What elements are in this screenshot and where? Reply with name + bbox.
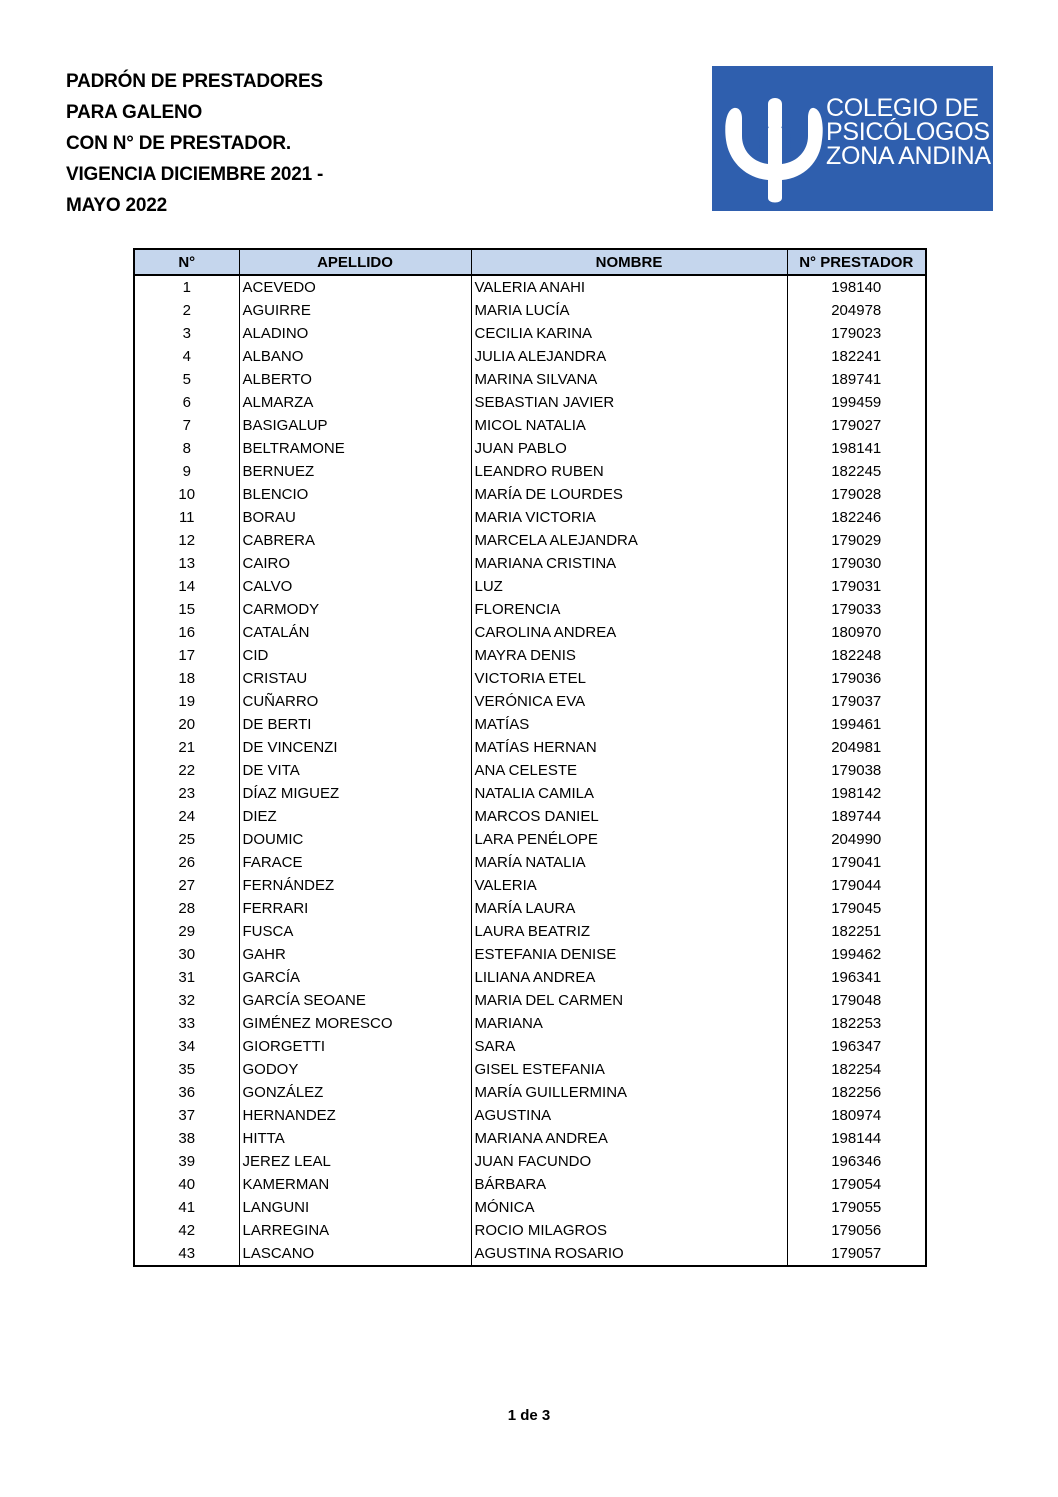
cell-number: 32 xyxy=(134,989,239,1012)
table-row xyxy=(134,1173,926,1196)
cell-apellido: CALVO xyxy=(239,575,471,598)
cell-apellido: LASCANO xyxy=(239,1242,471,1266)
cell-number: 1 xyxy=(134,275,239,299)
cell-apellido: DÍAZ MIGUEZ xyxy=(239,782,471,805)
cell-nombre: MARINA SILVANA xyxy=(471,368,787,391)
cell-number: 40 xyxy=(134,1173,239,1196)
cell-nombre: ROCIO MILAGROS xyxy=(471,1219,787,1242)
cell-prestador: 179028 xyxy=(787,483,926,506)
cell-prestador: 179023 xyxy=(787,322,926,345)
cell-number: 34 xyxy=(134,1035,239,1058)
cell-number: 22 xyxy=(134,759,239,782)
cell-prestador: 179044 xyxy=(787,874,926,897)
cell-apellido: FARACE xyxy=(239,851,471,874)
cell-prestador: 180974 xyxy=(787,1104,926,1127)
cell-number: 42 xyxy=(134,1219,239,1242)
cell-nombre: CAROLINA ANDREA xyxy=(471,621,787,644)
table-row xyxy=(134,345,926,368)
document-title xyxy=(66,66,323,221)
cell-nombre: MARIANA CRISTINA xyxy=(471,552,787,575)
cell-prestador: 199462 xyxy=(787,943,926,966)
cell-nombre: AGUSTINA xyxy=(471,1104,787,1127)
cell-apellido: AGUIRRE xyxy=(239,299,471,322)
cell-apellido: ACEVEDO xyxy=(239,275,471,299)
table-row xyxy=(134,736,926,759)
cell-apellido: ALMARZA xyxy=(239,391,471,414)
table-row xyxy=(134,966,926,989)
cell-apellido: BERNUEZ xyxy=(239,460,471,483)
cell-apellido: BLENCIO xyxy=(239,483,471,506)
cell-nombre: MATÍAS HERNAN xyxy=(471,736,787,759)
cell-nombre: VICTORIA ETEL xyxy=(471,667,787,690)
cell-prestador: 179033 xyxy=(787,598,926,621)
cell-nombre: LARA PENÉLOPE xyxy=(471,828,787,851)
cell-number: 33 xyxy=(134,1012,239,1035)
cell-nombre: AGUSTINA ROSARIO xyxy=(471,1242,787,1266)
cell-apellido: LANGUNI xyxy=(239,1196,471,1219)
title-line: PARA GALENO xyxy=(66,102,203,123)
cell-prestador: 182248 xyxy=(787,644,926,667)
table-row xyxy=(134,437,926,460)
cell-number: 24 xyxy=(134,805,239,828)
cell-number: 16 xyxy=(134,621,239,644)
cell-apellido: DE BERTI xyxy=(239,713,471,736)
cell-apellido: FERNÁNDEZ xyxy=(239,874,471,897)
cell-prestador: 196341 xyxy=(787,966,926,989)
cell-nombre: MARCOS DANIEL xyxy=(471,805,787,828)
cell-apellido: HITTA xyxy=(239,1127,471,1150)
cell-nombre: JULIA ALEJANDRA xyxy=(471,345,787,368)
table-row xyxy=(134,275,926,299)
cell-number: 29 xyxy=(134,920,239,943)
cell-apellido: DE VITA xyxy=(239,759,471,782)
cell-prestador: 198141 xyxy=(787,437,926,460)
cell-apellido: FUSCA xyxy=(239,920,471,943)
header-prestador: N° PRESTADOR xyxy=(787,249,926,275)
cell-apellido: GAHR xyxy=(239,943,471,966)
cell-apellido: GARCÍA SEOANE xyxy=(239,989,471,1012)
cell-number: 11 xyxy=(134,506,239,529)
cell-apellido: LARREGINA xyxy=(239,1219,471,1242)
cell-apellido: ALBANO xyxy=(239,345,471,368)
cell-nombre: MICOL NATALIA xyxy=(471,414,787,437)
cell-apellido: CARMODY xyxy=(239,598,471,621)
cell-apellido: GONZÁLEZ xyxy=(239,1081,471,1104)
cell-apellido: ALADINO xyxy=(239,322,471,345)
header-apellido: APELLIDO xyxy=(239,249,471,275)
cell-prestador: 182241 xyxy=(787,345,926,368)
table-header-row xyxy=(134,249,926,275)
table-row xyxy=(134,897,926,920)
cell-nombre: GISEL ESTEFANIA xyxy=(471,1058,787,1081)
cell-number: 6 xyxy=(134,391,239,414)
cell-number: 13 xyxy=(134,552,239,575)
cell-nombre: CECILIA KARINA xyxy=(471,322,787,345)
cell-number: 7 xyxy=(134,414,239,437)
cell-prestador: 182245 xyxy=(787,460,926,483)
table-row xyxy=(134,874,926,897)
cell-number: 2 xyxy=(134,299,239,322)
cell-nombre: MARÍA GUILLERMINA xyxy=(471,1081,787,1104)
table-row xyxy=(134,1104,926,1127)
cell-nombre: MARIA LUCÍA xyxy=(471,299,787,322)
colegio-logo xyxy=(712,66,993,211)
cell-nombre: BÁRBARA xyxy=(471,1173,787,1196)
table-row xyxy=(134,1219,926,1242)
cell-nombre: LUZ xyxy=(471,575,787,598)
logo-text xyxy=(826,96,991,168)
header-nombre: NOMBRE xyxy=(471,249,787,275)
cell-number: 30 xyxy=(134,943,239,966)
table-row xyxy=(134,1196,926,1219)
cell-number: 14 xyxy=(134,575,239,598)
cell-number: 23 xyxy=(134,782,239,805)
cell-number: 25 xyxy=(134,828,239,851)
cell-prestador: 179029 xyxy=(787,529,926,552)
cell-apellido: CABRERA xyxy=(239,529,471,552)
cell-prestador: 179055 xyxy=(787,1196,926,1219)
cell-prestador: 179054 xyxy=(787,1173,926,1196)
table-row xyxy=(134,759,926,782)
logo-line: COLEGIO DE xyxy=(826,94,979,122)
cell-nombre: FLORENCIA xyxy=(471,598,787,621)
cell-prestador: 204978 xyxy=(787,299,926,322)
cell-apellido: GODOY xyxy=(239,1058,471,1081)
table-row xyxy=(134,782,926,805)
cell-apellido: CAIRO xyxy=(239,552,471,575)
cell-nombre: SEBASTIAN JAVIER xyxy=(471,391,787,414)
cell-nombre: MARIA DEL CARMEN xyxy=(471,989,787,1012)
cell-prestador: 196347 xyxy=(787,1035,926,1058)
table-body xyxy=(134,275,926,1266)
cell-nombre: MARIA VICTORIA xyxy=(471,506,787,529)
cell-prestador: 179041 xyxy=(787,851,926,874)
table-row xyxy=(134,713,926,736)
cell-apellido: CUÑARRO xyxy=(239,690,471,713)
cell-prestador: 182246 xyxy=(787,506,926,529)
table-row xyxy=(134,1150,926,1173)
table-row xyxy=(134,322,926,345)
cell-prestador: 198140 xyxy=(787,275,926,299)
cell-number: 10 xyxy=(134,483,239,506)
table-row xyxy=(134,368,926,391)
cell-nombre: VERÓNICA EVA xyxy=(471,690,787,713)
cell-number: 27 xyxy=(134,874,239,897)
header-number: N° xyxy=(134,249,239,275)
cell-apellido: CID xyxy=(239,644,471,667)
cell-prestador: 179036 xyxy=(787,667,926,690)
cell-number: 12 xyxy=(134,529,239,552)
cell-number: 26 xyxy=(134,851,239,874)
title-line: VIGENCIA DICIEMBRE 2021 - xyxy=(66,164,324,185)
table-row xyxy=(134,1242,926,1266)
table-row xyxy=(134,690,926,713)
cell-prestador: 182253 xyxy=(787,1012,926,1035)
cell-nombre: MAYRA DENIS xyxy=(471,644,787,667)
cell-number: 35 xyxy=(134,1058,239,1081)
table-row xyxy=(134,667,926,690)
cell-number: 3 xyxy=(134,322,239,345)
cell-nombre: MATÍAS xyxy=(471,713,787,736)
cell-nombre: JUAN PABLO xyxy=(471,437,787,460)
cell-number: 31 xyxy=(134,966,239,989)
cell-apellido: DE VINCENZI xyxy=(239,736,471,759)
table-row xyxy=(134,414,926,437)
cell-number: 9 xyxy=(134,460,239,483)
table-row xyxy=(134,483,926,506)
cell-prestador: 199461 xyxy=(787,713,926,736)
table-row xyxy=(134,299,926,322)
table-row xyxy=(134,920,926,943)
cell-apellido: KAMERMAN xyxy=(239,1173,471,1196)
table-row xyxy=(134,828,926,851)
table-row xyxy=(134,460,926,483)
table-row xyxy=(134,506,926,529)
cell-nombre: MÓNICA xyxy=(471,1196,787,1219)
table-row xyxy=(134,1012,926,1035)
title-line: MAYO 2022 xyxy=(66,195,168,216)
cell-prestador: 196346 xyxy=(787,1150,926,1173)
table-row xyxy=(134,391,926,414)
cell-prestador: 182254 xyxy=(787,1058,926,1081)
cell-nombre: VALERIA ANAHI xyxy=(471,275,787,299)
cell-number: 17 xyxy=(134,644,239,667)
cell-prestador: 179048 xyxy=(787,989,926,1012)
cell-apellido: JEREZ LEAL xyxy=(239,1150,471,1173)
cell-number: 39 xyxy=(134,1150,239,1173)
cell-number: 36 xyxy=(134,1081,239,1104)
cell-prestador: 179027 xyxy=(787,414,926,437)
cell-nombre: NATALIA CAMILA xyxy=(471,782,787,805)
cell-nombre: LAURA BEATRIZ xyxy=(471,920,787,943)
table-row xyxy=(134,644,926,667)
cell-apellido: FERRARI xyxy=(239,897,471,920)
cell-apellido: BELTRAMONE xyxy=(239,437,471,460)
cell-prestador: 199459 xyxy=(787,391,926,414)
cell-apellido: GIORGETTI xyxy=(239,1035,471,1058)
cell-number: 5 xyxy=(134,368,239,391)
cell-prestador: 204990 xyxy=(787,828,926,851)
cell-nombre: MARCELA ALEJANDRA xyxy=(471,529,787,552)
cell-prestador: 189744 xyxy=(787,805,926,828)
cell-number: 43 xyxy=(134,1242,239,1266)
logo-line: PSICÓLOGOS xyxy=(826,118,990,146)
cell-prestador: 179037 xyxy=(787,690,926,713)
title-line: PADRÓN DE PRESTADORES xyxy=(66,71,323,92)
cell-nombre: MARIANA xyxy=(471,1012,787,1035)
cell-nombre: ESTEFANIA DENISE xyxy=(471,943,787,966)
cell-number: 28 xyxy=(134,897,239,920)
cell-nombre: SARA xyxy=(471,1035,787,1058)
cell-prestador: 180970 xyxy=(787,621,926,644)
cell-number: 4 xyxy=(134,345,239,368)
cell-apellido: DOUMIC xyxy=(239,828,471,851)
cell-prestador: 198142 xyxy=(787,782,926,805)
cell-nombre: ANA CELESTE xyxy=(471,759,787,782)
cell-apellido: CATALÁN xyxy=(239,621,471,644)
table-row xyxy=(134,1127,926,1150)
cell-number: 20 xyxy=(134,713,239,736)
cell-nombre: MARÍA LAURA xyxy=(471,897,787,920)
cell-nombre: MARÍA DE LOURDES xyxy=(471,483,787,506)
cell-number: 38 xyxy=(134,1127,239,1150)
cell-apellido: GARCÍA xyxy=(239,966,471,989)
cell-apellido: DIEZ xyxy=(239,805,471,828)
cell-apellido: GIMÉNEZ MORESCO xyxy=(239,1012,471,1035)
cell-number: 41 xyxy=(134,1196,239,1219)
table-row xyxy=(134,989,926,1012)
cell-prestador: 179057 xyxy=(787,1242,926,1266)
cell-number: 19 xyxy=(134,690,239,713)
table-row xyxy=(134,805,926,828)
cell-prestador: 179045 xyxy=(787,897,926,920)
cell-prestador: 182251 xyxy=(787,920,926,943)
table-row xyxy=(134,598,926,621)
cell-prestador: 182256 xyxy=(787,1081,926,1104)
table-row xyxy=(134,621,926,644)
title-line: CON N° DE PRESTADOR. xyxy=(66,133,291,154)
cell-prestador: 204981 xyxy=(787,736,926,759)
cell-nombre: MARÍA NATALIA xyxy=(471,851,787,874)
cell-nombre: VALERIA xyxy=(471,874,787,897)
cell-prestador: 179038 xyxy=(787,759,926,782)
cell-apellido: ALBERTO xyxy=(239,368,471,391)
table-row xyxy=(134,1058,926,1081)
cell-apellido: BORAU xyxy=(239,506,471,529)
table-row xyxy=(134,552,926,575)
cell-number: 15 xyxy=(134,598,239,621)
cell-nombre: MARIANA ANDREA xyxy=(471,1127,787,1150)
table-row xyxy=(134,943,926,966)
cell-prestador: 189741 xyxy=(787,368,926,391)
cell-apellido: BASIGALUP xyxy=(239,414,471,437)
cell-number: 37 xyxy=(134,1104,239,1127)
cell-prestador: 179056 xyxy=(787,1219,926,1242)
providers-table xyxy=(133,248,927,1267)
cell-prestador: 179031 xyxy=(787,575,926,598)
cell-nombre: JUAN FACUNDO xyxy=(471,1150,787,1173)
table-row xyxy=(134,851,926,874)
cell-prestador: 179030 xyxy=(787,552,926,575)
table-row xyxy=(134,1035,926,1058)
cell-apellido: HERNANDEZ xyxy=(239,1104,471,1127)
cell-apellido: CRISTAU xyxy=(239,667,471,690)
cell-number: 8 xyxy=(134,437,239,460)
logo-line: ZONA ANDINA xyxy=(826,142,991,170)
cell-nombre: LEANDRO RUBEN xyxy=(471,460,787,483)
cell-number: 18 xyxy=(134,667,239,690)
cell-prestador: 198144 xyxy=(787,1127,926,1150)
table-row xyxy=(134,529,926,552)
cell-number: 21 xyxy=(134,736,239,759)
page-number: 1 de 3 xyxy=(507,1407,551,1424)
table-row xyxy=(134,1081,926,1104)
cell-nombre: LILIANA ANDREA xyxy=(471,966,787,989)
table-row xyxy=(134,575,926,598)
